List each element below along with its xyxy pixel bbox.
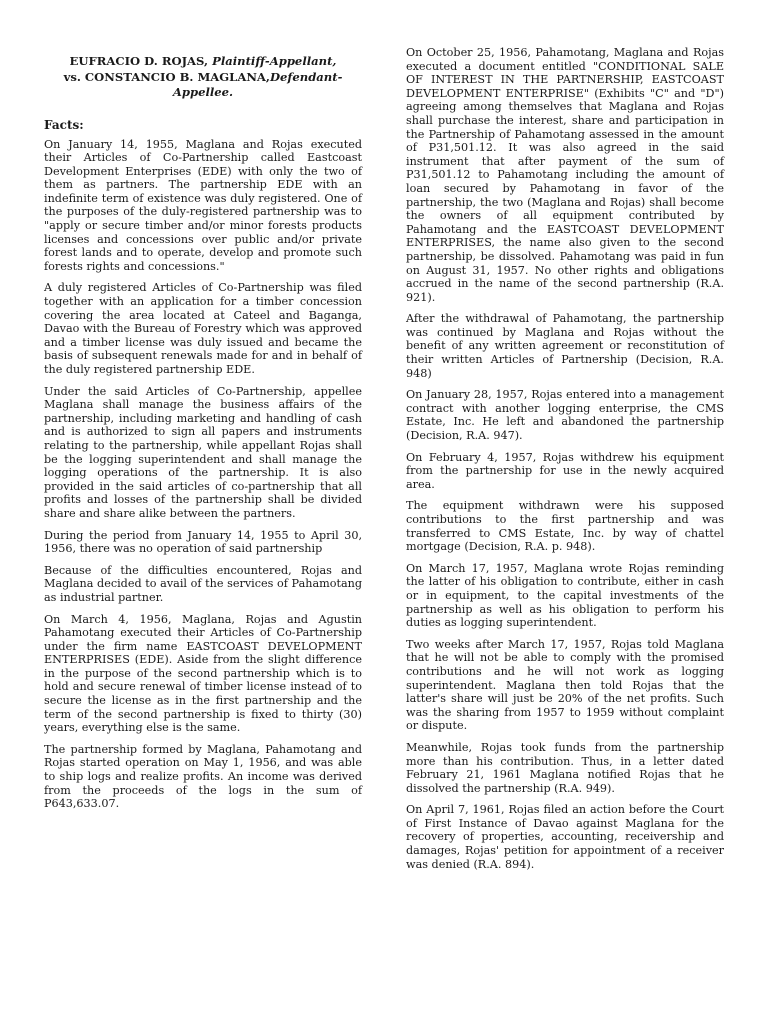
paragraph: After the withdrawal of Pahamotang, the partnership was continued by Maglana and Rojas without the benefit of any written agreement or reconstitution of their written Articles of Partnership (Decision, R.A. 948) (406, 312, 724, 380)
paragraph: Two weeks after March 17, 1957, Rojas told Maglana that he will not be able to comply with the promised contributions and he will not work as logging superintendent. Maglana then told Rojas that the latter's share will just be 20% of the net profits. Such was the sharing from 1957 to 1959 without complaint or dispute. (406, 637, 724, 733)
right-column (406, 46, 724, 879)
paragraph: Because of the difficulties encountered, Rojas and Maglana decided to avail of the services of Pahamotang as industrial partner. (44, 563, 362, 604)
paragraph: On March 17, 1957, Maglana wrote Rojas reminding the latter of his obligation to contribute, either in cash or in equipment, to the capital investments of the partnership as well as his obligation to perform his duties as logging superintendent. (406, 561, 724, 630)
paragraph: The partnership formed by Maglana, Pahamotang and Rojas started operation on May 1, 1956, and was able to ship logs and realize profits. An income was derived from the proceeds of the logs in the sum of P643,633.07. (44, 742, 362, 811)
paragraph: On March 4, 1956, Maglana, Rojas and Agustin Pahamotang executed their Articles of Co-Partnership under the firm name EASTCOAST DEVELOPMENT ENTERPRISES (EDE). Aside from the slight difference in the purpose of the second partnership which is to hold and secure renewal of timber license instead of to secure the license as in the first partnership and the term of the second partnership is fixed to thirty (30) years, everything else is the same. (44, 612, 362, 735)
case-caption (52, 54, 354, 101)
plaintiff-name: EUFRACIO D. ROJAS, (69, 54, 209, 68)
paragraph: Meanwhile, Rojas took funds from the partnership more than his contribution. Thus, in a letter dated February 21, 1961 Maglana notified Rojas that he dissolved the partnership (R.A. 949). (406, 740, 724, 795)
paragraph: On January 28, 1957, Rojas entered into a management contract with another logging enterprise, the CMS Estate, Inc. He left and abandoned the partnership (Decision, R.A. 947). (406, 388, 724, 443)
plaintiff-role: Plaintiff-Appellant, (208, 54, 337, 68)
paragraph: On October 25, 1956, Pahamotang, Maglana and Rojas executed a document entitled "CONDITIONAL SALE OF INTEREST IN THE PARTNERSHIP, EASTCOAST DEVELOPMENT ENTERPRISE" (Exhibits "C" and "D") agreeing among themselves that Maglana and Rojas shall purchase the interest, share and participation in the Partnership of Pahamotang assessed in the amount of P31,501.12. It was also agreed in the said instrument that after payment of the sum of P31,501.12 to Pahamotang including the amount of loan secured by Pahamotang in favor of the partnership, the two (Maglana and Rojas) shall become the owners of all equipment contributed by Pahamotang and the EASTCOAST DEVELOPMENT ENTERPRISES, the name also given to the second partnership, be dissolved. Pahamotang was paid in fun on August 31, 1957. No other rights and obligations accrued in the name of the second partnership (R.A. 921). (406, 46, 724, 304)
paragraph: On February 4, 1957, Rojas withdrew his equipment from the partnership for use in the newly acquired area. (406, 450, 724, 491)
paragraph: On January 14, 1955, Maglana and Rojas executed their Articles of Co-Partnership called Eastcoast Development Enterprises (EDE) with only the two of them as partners. The partnership EDE with an indefinite term of existence was duly registered. One of the purposes of the duly-registered partnership was to "apply or secure timber and/or minor forests products licenses and concessions over public and/or private forest lands and to operate, develop and promote such forests rights and concessions." (44, 137, 362, 273)
defendant-role: Defendant-Appellee. (172, 69, 343, 99)
paragraph: During the period from January 14, 1955 to April 30, 1956, there was no operation of said partnership (44, 528, 362, 556)
paragraph: A duly registered Articles of Co-Partnership was filed together with an application for a timber concession covering the area located at Cateel and Baganga, Davao with the Bureau of Forestry which was approved and a timber license was duly issued and became the basis of subsequent renewals made for and in behalf of the duly registered partnership EDE. (44, 281, 362, 376)
facts-heading: Facts: (44, 117, 84, 132)
paragraph: Under the said Articles of Co-Partnership, appellee Maglana shall manage the business affairs of the partnership, including marketing and handling of cash and is authorized to sign all papers and instruments relating to the partnership, while appellant Rojas shall be the logging superintendent and shall manage the logging operations of the partnership. It is also provided in the said articles of co-partnership that all profits and losses of the partnership shall be divided share and share alike between the partners. (44, 384, 362, 520)
paragraph: The equipment withdrawn were his supposed contributions to the first partnership and was transferred to CMS Estate, Inc. by way of chattel mortgage (Decision, R.A. p. 948). (406, 499, 724, 554)
left-column (44, 40, 362, 819)
paragraph: On April 7, 1961, Rojas filed an action before the Court of First Instance of Davao against Maglana for the recovery of properties, accounting, receivership and damages, Rojas' petition for appointment of a receiver was denied (R.A. 894). (406, 803, 724, 871)
defendant-name: vs. CONSTANCIO B. MAGLANA, (63, 69, 270, 84)
